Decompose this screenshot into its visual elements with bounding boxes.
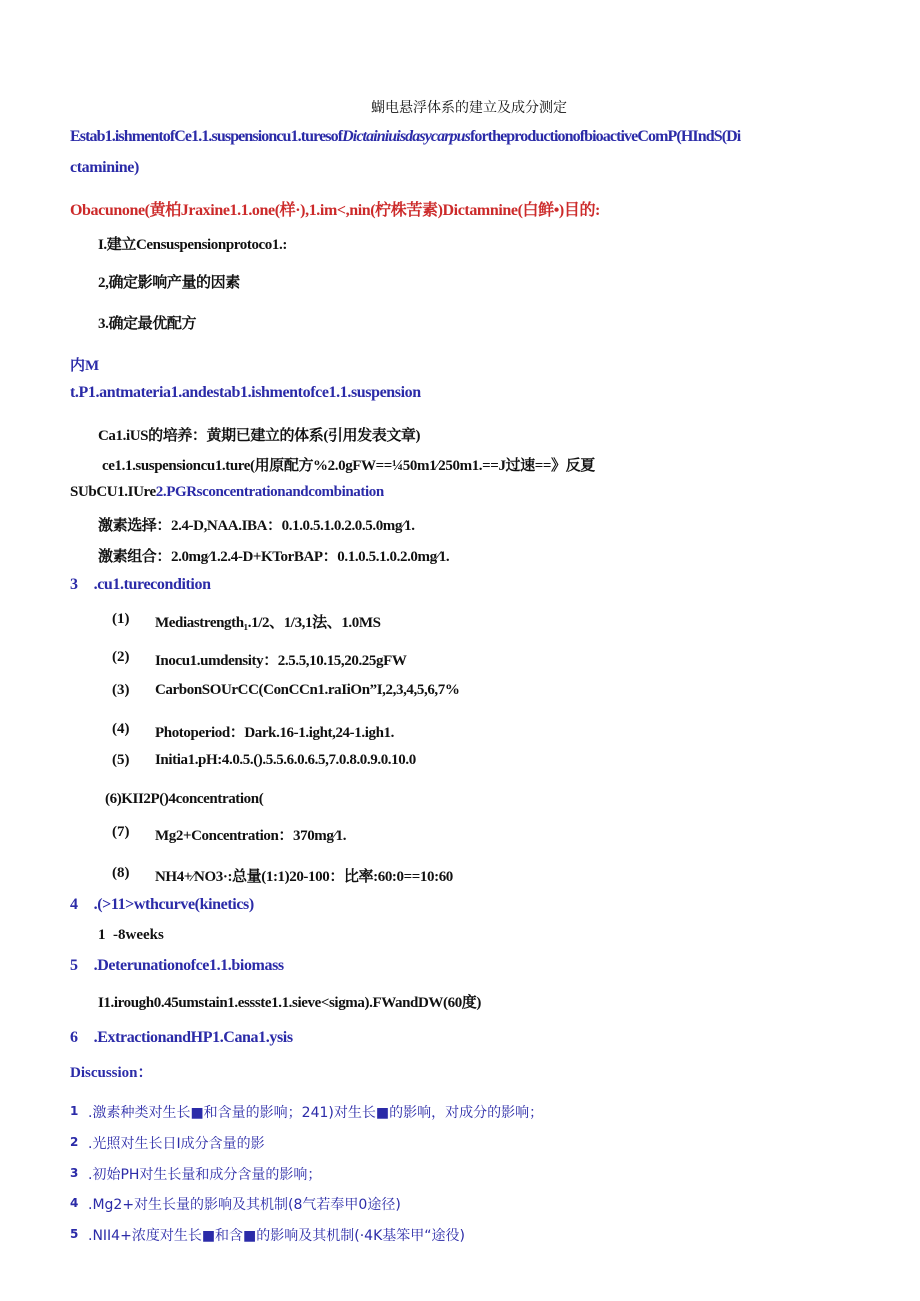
discussion-number: 4 xyxy=(70,1196,79,1210)
subculture-label: SUbCU1.IUre xyxy=(70,484,156,500)
section-3-heading: .cu1.turecondition xyxy=(93,576,211,593)
condition-item: Photoperiod：Dark.16-1.ight,24-1.igh1. xyxy=(155,725,394,741)
english-title-line-2: ctaminine) xyxy=(70,159,139,176)
page-title: 蝴电悬浮体系的建立及成分测定 xyxy=(371,100,567,116)
section-number: 5 xyxy=(70,957,78,974)
section-number: 4 xyxy=(70,896,78,913)
condition-number: (1) xyxy=(112,611,130,627)
section-3-heading-line xyxy=(70,576,211,594)
hormone-combination-line: 激素组合：2.0mg∕1.2.4-D+KTorBAP：0.1.0.5.1.0.2.0mg∕1. xyxy=(98,549,450,565)
objective-item: 3.确定最优配方 xyxy=(98,316,197,332)
condition-item: Inocu1.umdensity：2.5.5,10.15,20.25gFW xyxy=(155,653,407,669)
condition-item: NH4+∕NO3·:总量(1:1)20-100：比率:60:0==10:60 xyxy=(155,869,453,885)
compounds-line: Obacunone(黄柏Jraxine1.1.one(样·),1.im<,nin(柠株苦素)Dictamnine(白鲜•)目的: xyxy=(70,202,600,219)
section-2-heading: 2.PGRsconcentrationandcombination xyxy=(155,484,384,500)
discussion-number: 1 xyxy=(70,1104,79,1118)
section-2-heading-line xyxy=(70,484,384,501)
condition-number: (5) xyxy=(112,752,130,768)
discussion-number: 3 xyxy=(70,1166,79,1180)
discussion-number: 2 xyxy=(70,1135,79,1149)
section-6-heading-line xyxy=(70,1029,293,1047)
condition-number: (3) xyxy=(112,682,130,698)
section-number: 6 xyxy=(70,1029,78,1046)
condition-number: (2) xyxy=(112,649,130,665)
condition-number: (4) xyxy=(112,721,130,737)
biomass-method: I1.irough0.45umstain1.essste1.1.sieve<sigma).FWandDW(60度) xyxy=(98,995,481,1011)
condition-item: Mediastrength₁.1/2、1/3,1法、1.0MS xyxy=(155,615,381,631)
section-5-heading: .Deterunationofce1.1.biomass xyxy=(93,957,284,974)
condition-item: Initia1.pH:4.0.5.().5.5.6.0.6.5,7.0.8.0.9.0.10.0 xyxy=(155,752,416,768)
objective-item: I.建立Censuspensionprotoco1.: xyxy=(98,237,287,253)
condition-number: (7) xyxy=(112,824,130,840)
content-heading: 内M xyxy=(70,358,100,374)
section-5-heading-line xyxy=(70,957,284,975)
english-title-part: fortheproductionofbioactiveComP(HIndS(Di xyxy=(469,128,741,145)
section-1-line: Ca1.iUS的培养：黄期已建立的体系(引用发表文章) xyxy=(98,428,421,444)
section-number: 3 xyxy=(70,576,78,593)
condition-item: (6)KII2P()4concentration( xyxy=(105,791,264,807)
discussion-item: .Mg2+对生长量的影响及其机制(8气若奉甲0途径) xyxy=(88,1197,401,1213)
discussion-item: .激素种类对生长■和含量的影响；241)对生长■的影响，对成分的影响； xyxy=(88,1105,544,1121)
condition-item: Mg2+Concentration：370mg∕1. xyxy=(155,828,347,844)
section-1-line: ce1.1.suspensioncu1.ture(用原配方%2.0gFW==¼50m1∕250m1.==J过速==》反夏 xyxy=(102,458,595,474)
objective-item: 2,确定影响产量的因素 xyxy=(98,275,240,291)
condition-item: CarbonSOUrCC(ConCCn1.raIiOn”I,2,3,4,5,6,7% xyxy=(155,682,460,698)
english-title-part: Estab1.ishmentofCe1.1.suspensioncu1.turesof xyxy=(70,128,343,145)
english-title-species: Dictainiuisdasycarpus xyxy=(342,128,470,145)
section-4-heading: .(>11>wthcurve(kinetics) xyxy=(93,896,254,913)
section-1-heading: t.P1.antmateria1.andestab1.ishmentofce1.1.suspension xyxy=(70,384,421,401)
english-title-line-1 xyxy=(70,128,740,146)
hormone-selection-line: 激素选择：2.4-D,NAA.IBA：0.1.0.5.1.0.2.0.5.0mg∕1. xyxy=(98,518,415,534)
growth-period: 1 -8weeks xyxy=(98,927,164,943)
discussion-item: .光照对生长日I成分含量的影 xyxy=(88,1136,265,1152)
section-6-heading: .ExtractionandHP1.Cana1.ysis xyxy=(93,1029,293,1046)
discussion-number: 5 xyxy=(70,1227,79,1241)
discussion-item: .NII4+浓度对生长■和含■的影响及其机制(·4K基笨甲“途役) xyxy=(88,1228,465,1244)
discussion-heading: Discussion： xyxy=(70,1065,153,1081)
condition-number: (8) xyxy=(112,865,130,881)
section-4-heading-line xyxy=(70,896,254,914)
discussion-item: .初始PH对生长量和成分含量的影响； xyxy=(88,1167,322,1183)
